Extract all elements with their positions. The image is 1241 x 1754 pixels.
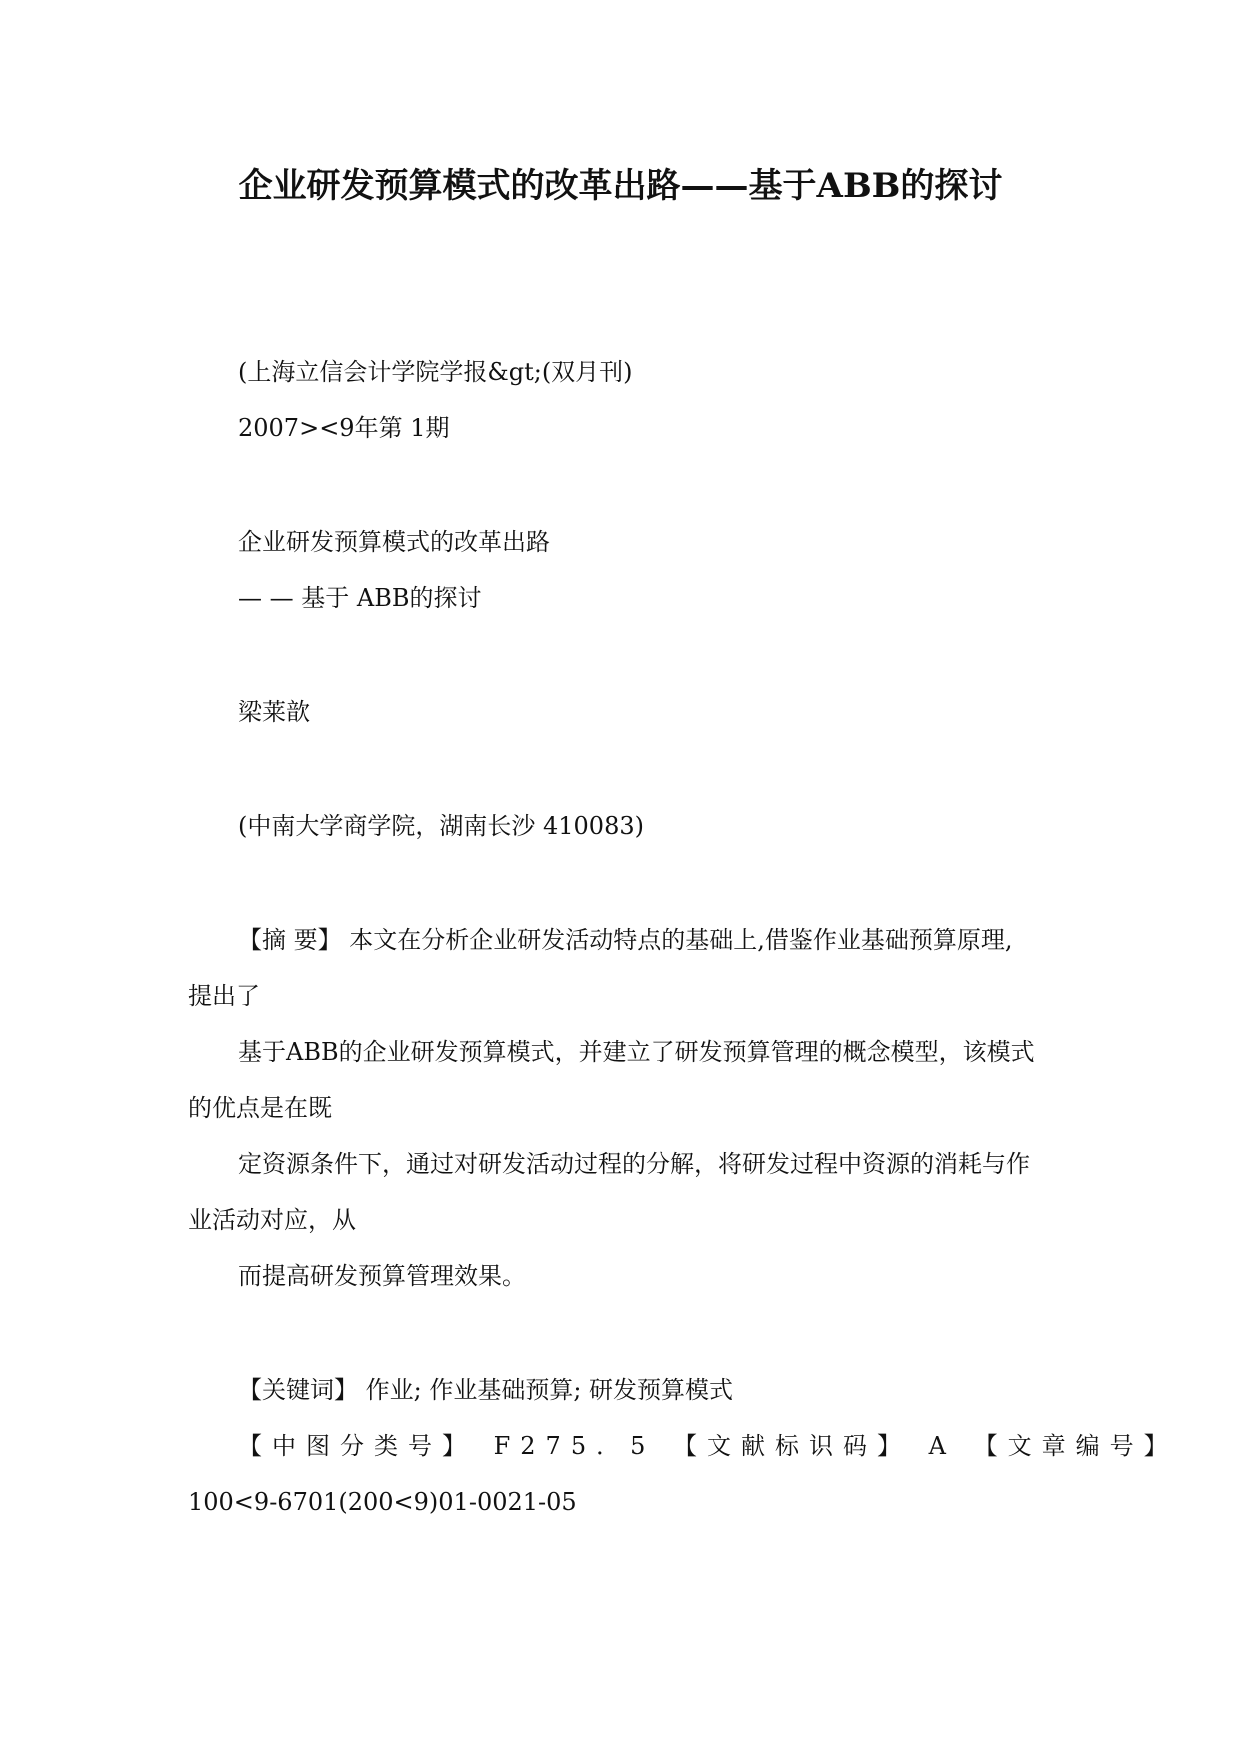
document-title: 企业研发预算模式的改革出路——基于ABB的探讨 [238,166,1003,206]
abstract-line-1-wrap: 提出了 [188,982,260,1010]
abstract-line-3-wrap: 业活动对应，从 [188,1206,356,1234]
abstract-line-3: 定资源条件下，通过对研发活动过程的分解，将研发过程中资源的消耗与作 [238,1150,1030,1178]
abstract-line-2: 基于ABB的企业研发预算模式，并建立了研发预算管理的概念模型，该模式 [238,1038,1035,1066]
issue-info: 2007><9年第 1期 [238,414,450,442]
abstract-line-1: 【摘 要】 本文在分析企业研发活动特点的基础上,借鉴作业基础预算原理, [238,926,1013,954]
classification-info: 【中图分类号】 F275．5 【文献标识码】 A 【文章编号】 [238,1432,1178,1460]
subtitle-line-1: 企业研发预算模式的改革出路 [238,528,550,556]
author-name: 梁莱歆 [238,698,310,726]
subtitle-line-2: — — 基于 ABB的探讨 [238,584,482,612]
abstract-line-4: 而提高研发预算管理效果。 [238,1262,526,1290]
author-affiliation: (中南大学商学院，湖南长沙 410083) [238,812,644,840]
abstract-line-2-wrap: 的优点是在既 [188,1094,332,1122]
journal-name: (上海立信会计学院学报&gt;(双月刊) [238,358,633,386]
keywords: 【关键词】 作业; 作业基础预算; 研发预算模式 [238,1376,734,1404]
article-number: 100<9-6701(200<9)01-0021-05 [188,1488,577,1516]
